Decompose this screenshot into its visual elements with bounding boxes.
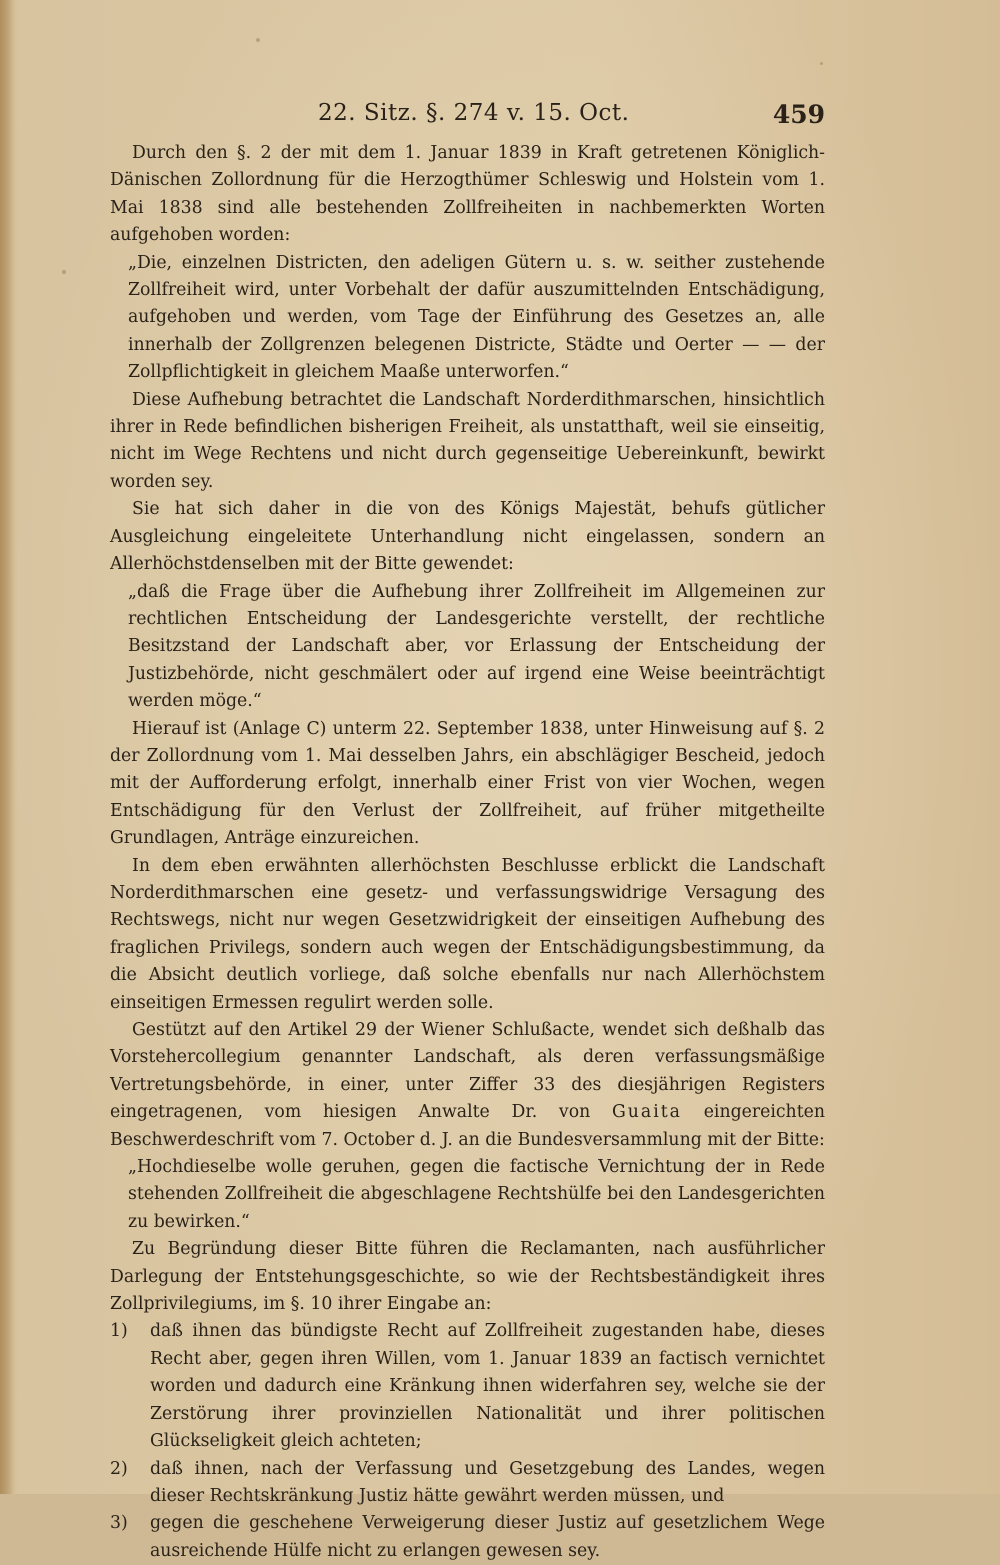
quotation: „daß die Frage über die Aufhebung ihrer Zollfreiheit im Allgemeinen zur rechtlichen Entscheidung der Landesgerichte verstellt, der rechtliche Besitzstand der Landschaft aber, vor Erlassung der Entscheidung der Justizbehörde, nicht geschmälert oder auf irgend eine Weise beeinträchtigt werden möge.“ — [128, 581, 825, 712]
page-body — [110, 140, 825, 1565]
list-number: 1) — [110, 1321, 128, 1342]
list-item — [110, 1456, 825, 1511]
paragraph: Sie hat sich daher in die von des Königs Majestät, behufs gütlicher Ausgleichung eingeleitete Unterhandlung nicht eingelassen, sondern an Allerhöchstdenselben mit der Bitte gewendet: — [110, 499, 825, 575]
paragraph-text: eingereichten Beschwerdeschrift vom 7. October d. J. an die Bundesversammlung mit der Bitte: — [110, 1102, 825, 1150]
paragraph: Durch den §. 2 der mit dem 1. Januar 1839 in Kraft getretenen Königlich-Dänischen Zollordnung für die Herzogthümer Schleswig und Holstein vom 1. Mai 1838 sind alle bestehenden Zollfreiheiten in nachbemerkten Worten aufgehoben worden: — [110, 143, 825, 246]
paragraph — [110, 1017, 825, 1154]
paragraph: Zu Begründung dieser Bitte führen die Reclamanten, nach ausführlicher Darlegung der Entstehungsgeschichte, so wie der Rechtsbeständigkeit ihres Zollprivilegiums, im §. 10 ihrer Eingabe an: — [110, 1239, 825, 1315]
list-number: 3) — [110, 1513, 128, 1534]
paper-speck — [62, 270, 66, 274]
page-number: 459 — [772, 100, 825, 129]
page-edge-shadow — [0, 0, 14, 1494]
list-text: daß ihnen, nach der Verfassung und Gesetzgebung des Landes, wegen dieser Rechtskränkung Justiz hätte gewährt werden müssen, und — [150, 1458, 825, 1506]
paragraph: Hierauf ist (Anlage C) unterm 22. September 1838, unter Hinweisung auf §. 2 der Zollordnung vom 1. Mai desselben Jahrs, ein abschlägiger Bescheid, jedoch mit der Aufforderung erfolgt, innerhalb einer Frist von vier Wochen, wegen Entschädigung für den Verlust der Zollfreiheit, auf früher mitgetheilte Grundlagen, Anträge einzureichen. — [110, 718, 825, 849]
running-title: 22. Sitz. §. 274 v. 15. Oct. — [318, 100, 630, 126]
list-number: 2) — [110, 1458, 128, 1479]
list-text: gegen die geschehene Verweigerung dieser Justiz auf gesetzlichem Wege ausreichende Hülfe nicht zu erlangen gewesen sey. — [150, 1513, 825, 1561]
list-item — [110, 1510, 825, 1565]
paper-speck — [256, 38, 260, 42]
list-text: daß ihnen das bündigste Recht auf Zollfreiheit zugestanden habe, dieses Recht aber, gegen ihren Willen, vom 1. Januar 1839 an factisch vernichtet worden und dadurch eine Kränkung ihnen widerfahren sey, welche sie der Zerstörung ihrer provinziellen Nationalität und ihrer politischen Glückseligkeit gleich achteten; — [150, 1321, 825, 1452]
list-item — [110, 1318, 825, 1455]
numbered-list — [110, 1318, 825, 1565]
page-header — [110, 96, 825, 130]
spaced-name: Guaita — [611, 1102, 682, 1123]
paragraph: In dem eben erwähnten allerhöchsten Beschlusse erblickt die Landschaft Norderdithmarschen eine gesetz- und verfassungswidrige Versagung des Rechtswegs, nicht nur wegen Gesetzwidrigkeit der einseitigen Aufhebung des fraglichen Privilegs, sondern auch wegen der Entschädigungsbestimmung, da die Absicht deutlich vorliege, daß solche ebenfalls nur nach Allerhöchstem einseitigen Ermessen regulirt werden solle. — [110, 855, 825, 1013]
quotation: „Die, einzelnen Districten, den adeligen Gütern u. s. w. seither zustehende Zollfreiheit wird, unter Vorbehalt der dafür auszumittelnden Entschädigung, aufgehoben und werden, vom Tage der Einführung des Gesetzes an, alle innerhalb der Zollgrenzen belegenen Districte, Städte und Oerter — — der Zollpflichtigkeit in gleichem Maaße unterworfen.“ — [128, 252, 825, 383]
quotation: „Hochdieselbe wolle geruhen, gegen die factische Vernichtung der in Rede stehenden Zollfreiheit die abgeschlagene Rechtshülfe bei den Landesgerichten zu bewirken.“ — [128, 1157, 825, 1232]
paragraph: Diese Aufhebung betrachtet die Landschaft Norderdithmarschen, hinsichtlich ihrer in Rede befindlichen bisherigen Freiheit, als unstatthaft, weil sie einseitig, nicht im Wege Rechtens und nicht durch gegenseitige Uebereinkunft, bewirkt worden sey. — [110, 389, 825, 492]
paragraph-text: Gestützt auf den Artikel 29 der Wiener Schlußacte, wendet sich deßhalb das Vorstehercollegium genannter Landschaft, als deren verfassungsmäßige Vertretungsbehörde, in einer, unter Ziffer 33 des diesjährigen Registers eingetragenen, vom hiesigen Anwalte Dr. von — [110, 1020, 825, 1123]
paper-speck — [820, 62, 823, 65]
